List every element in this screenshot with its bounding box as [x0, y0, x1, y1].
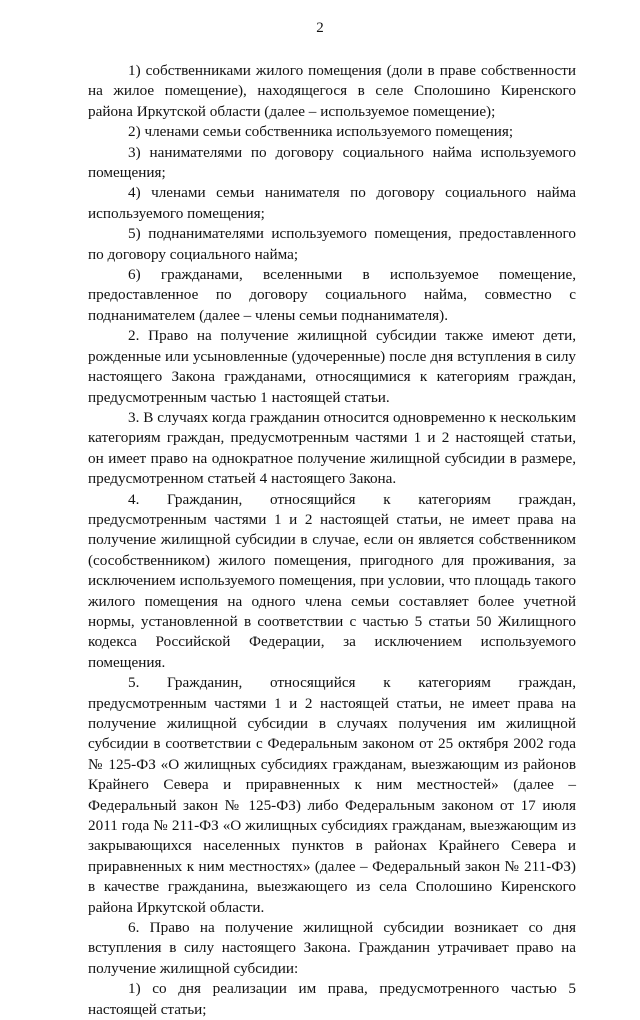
paragraph-4: 4) членами семьи нанимателя по договору социального найма используемого помещения; — [88, 184, 576, 222]
paragraph-12: 1) со дня реализации им права, предусмотренного частью 5 настоящей статьи; — [88, 980, 576, 1018]
document-body — [88, 61, 576, 1020]
paragraph-6: 6) гражданами, вселенными в используемое помещение, предоставленное по договору социального найма, совместно с поднанимателем (далее – члены семьи поднанимателя). — [88, 266, 576, 324]
paragraph-11: 6. Право на получение жилищной субсидии возникает со дня вступления в силу настоящего Закона. Гражданин утрачивает право на получение жилищной субсидии: — [88, 919, 576, 977]
page-number: 2 — [316, 20, 324, 36]
paragraph-10: 5. Гражданин, относящийся к категориям граждан, предусмотренным частями 1 и 2 настоящей статьи, не имеет права на получение жилищной субсидии в случаях получения им жилищной субсидии в соответствии с Федеральным законом от 25 октября 2002 года № 125-ФЗ «О жилищных субсидиях гражданам, выезжающим из районов Крайнего Севера и приравненных к ним местностей» (далее – Федеральный закон № 125-ФЗ) либо Федеральным законом от 17 июля 2011 года № 211-ФЗ «О жилищных субсидиях гражданам, выезжающим из закрывающихся населенных пунктов в районах Крайнего Севера и приравненных к ним местностях» (далее – Федеральный закон № 211-ФЗ) в качестве гражданина, выезжающего из села Сполошино Киренского района Иркутской области. — [88, 674, 576, 916]
paragraph-2: 2) членами семьи собственника используемого помещения; — [128, 123, 514, 141]
paragraph-7: 2. Право на получение жилищной субсидии также имеют дети, рожденные или усыновленные (удочеренные) после дня вступления в силу настоящего Закона гражданами, относящимися к категориям граждан, предусмотренным частью 1 настоящей статьи. — [88, 327, 576, 406]
paragraph-3: 3) нанимателями по договору социального найма используемого помещения; — [88, 143, 576, 182]
paragraph-5: 5) поднанимателями используемого помещения, предоставленного по договору социального найма; — [88, 225, 576, 263]
paragraph-9: 4. Гражданин, относящийся к категориям граждан, предусмотренным частями 1 и 2 настоящей статьи, не имеет права на получение жилищной субсидии в случае, если он является собственником (сособственником) жилого помещения, пригодного для проживания, за исключением используемого помещения, при условии, что площадь такого жилого помещения на одного члена семьи составляет более учетной нормы, установленной в соответствии с частью 5 статьи 50 Жилищного кодекса Российской Федерации, за исключением используемого помещения. — [88, 490, 576, 671]
paragraph-1: 1) собственниками жилого помещения (доли в праве собственности на жилое помещение), находящегося в селе Сполошино Киренского района Иркутской области (далее – используемое помещение); — [88, 62, 576, 120]
paragraph-8: 3. В случаях когда гражданин относится одновременно к нескольким категориям граждан, предусмотренным частями 1 и 2 настоящей статьи, он имеет право на однократное получение жилищной субсидии в размере, предусмотренном статьей 4 настоящего Закона. — [88, 408, 576, 488]
